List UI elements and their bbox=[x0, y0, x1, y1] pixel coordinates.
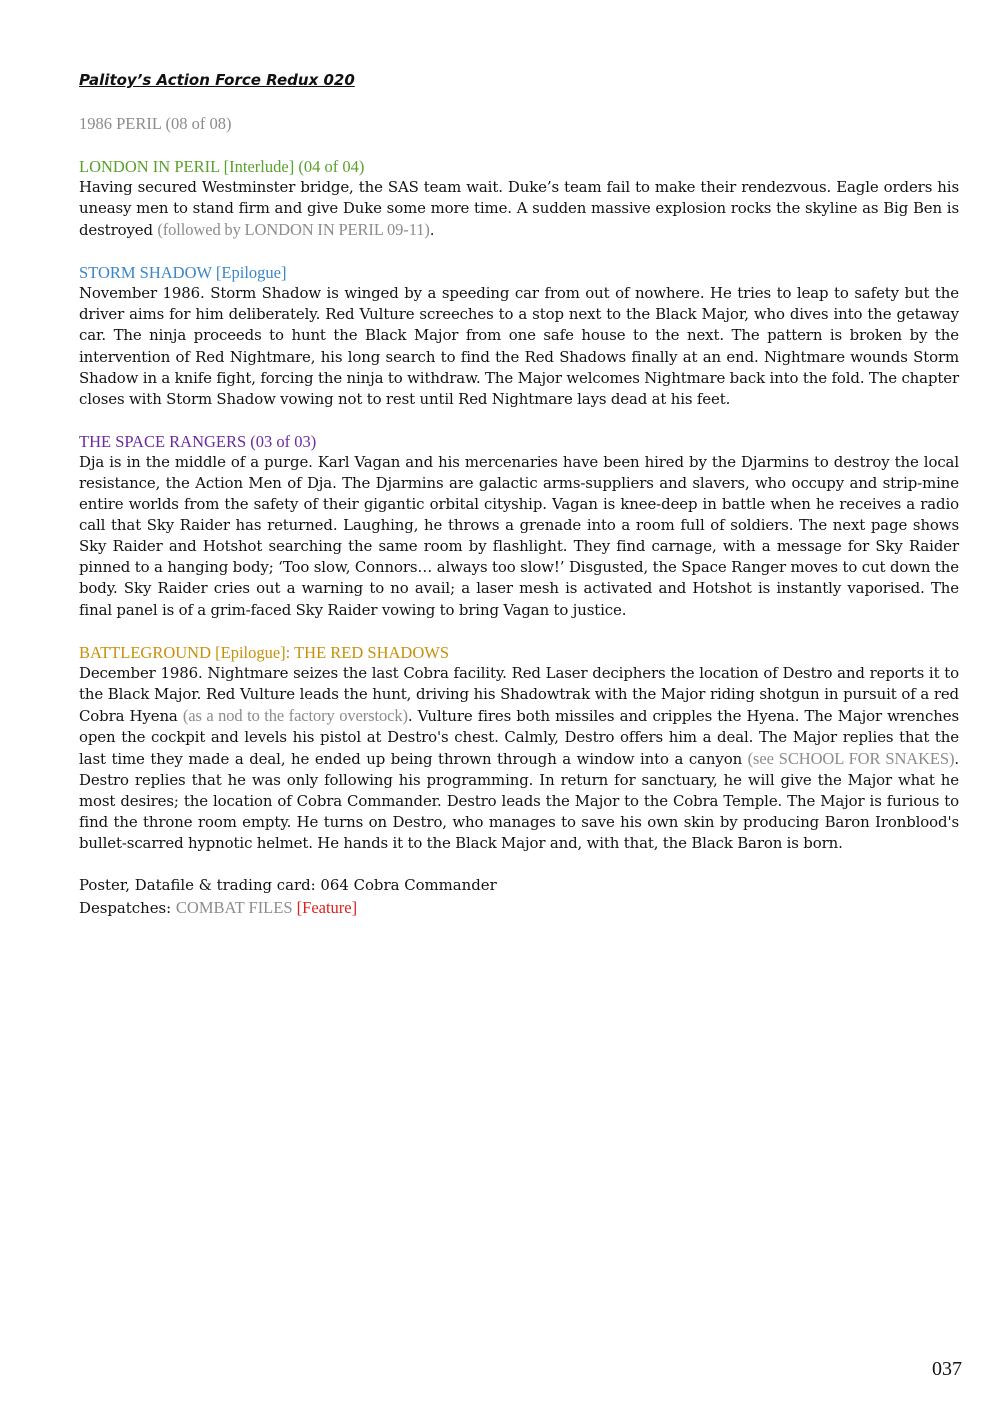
london-end: . bbox=[429, 221, 435, 240]
section-storm-body: November 1986. Storm Shadow is winged by a speeding car from out of nowhere. He tries to leap to safety but the driver aims for him deliberately. Red Vulture screeches to a stop next to the Black Major, who dives into the getaway car. The ninja proceeds to hunt the Black Major from one safe house to the next. The pattern is broken by the intervention of Red Nightmare, his long search to find the Red Shadows finally at an end. Nightmare wounds Storm Shadow in a knife fight, forcing the ninja to withdraw. The Major welcomes Nightmare back into the fold. The chapter closes with Storm Shadow vowing not to rest until Red Nightmare lays dead at his feet. bbox=[79, 284, 959, 408]
battle-text-2: . Vulture fires both missiles and cripples the Hyena. The Major wrenches open the cockpit and levels his pistol at Destro's chest. Calmly, Destro offers him a deal. The Major replies that the last time they made a deal, he ended up being thrown through a window into a canyon bbox=[79, 706, 959, 768]
document-page bbox=[79, 70, 959, 919]
footer-poster-line: Poster, Datafile & trading card: 064 Cobra Commander bbox=[79, 876, 497, 895]
battle-text-3: . Destro replies that he was only following his programming. In return for sanctuary, he will give the Major what he most desires; the location of Cobra Commander. Destro leads the Major to the Cobra Temple. The Major is furious to find the throne room empty. He turns on Destro, who manages to save his own skin by producing Baron Ironblood's bullet-scarred hypnotic helmet. He hands it to the Black Major and, with that, the Black Baron is born. bbox=[79, 749, 959, 853]
section-battle-heading: BATTLEGROUND [Epilogue]: THE RED SHADOWS bbox=[79, 642, 450, 662]
footer-credits bbox=[79, 875, 959, 918]
section-london bbox=[79, 156, 959, 241]
footer-despatches-line bbox=[79, 897, 959, 919]
london-note: (followed by LONDON IN PERIL 09-11) bbox=[157, 220, 430, 240]
battle-note-2: (see SCHOOL FOR SNAKES) bbox=[747, 748, 955, 768]
battle-text-1: December 1986. Nightmare seizes the last Cobra facility. Red Laser deciphers the location of Destro and reports it to the Black Major. Red Vulture leads the hunt, driving his Shadowtrak with the Major riding shotgun in pursuit of a red Cobra Hyena bbox=[79, 663, 959, 725]
section-space-heading: THE SPACE RANGERS (03 of 03) bbox=[79, 431, 317, 451]
document-title: Palitoy’s Action Force Redux 020 bbox=[79, 71, 355, 89]
section-battle-body bbox=[79, 663, 959, 855]
section-space-rangers bbox=[79, 431, 959, 621]
despatches-item: COMBAT FILES bbox=[175, 897, 293, 917]
document-subtitle: 1986 PERIL (08 of 08) bbox=[79, 114, 232, 133]
section-battleground bbox=[79, 642, 959, 855]
section-storm-shadow bbox=[79, 262, 959, 410]
page-number: 037 bbox=[932, 1358, 962, 1380]
section-london-heading: LONDON IN PERIL [Interlude] (04 of 04) bbox=[79, 157, 365, 176]
london-text: Having secured Westminster bridge, the SAS team wait. Duke’s team fail to make their rendezvous. Eagle orders his uneasy men to stand firm and give Duke some more time. A sudden massive explosion rocks the skyline as Big Ben is destroyed bbox=[79, 178, 959, 240]
section-london-body bbox=[79, 177, 959, 241]
despatches-feature-tag: [Feature] bbox=[292, 897, 358, 917]
despatches-label: Despatches: bbox=[79, 898, 176, 917]
section-space-body: Dja is in the middle of a purge. Karl Vagan and his mercenaries have been hired by the Djarmins to destroy the local resistance, the Action Men of Dja. The Djarmins are galactic arms-suppliers and slavers, who occupy and strip-mine entire worlds from the safety of their gigantic orbital cityship. Vagan is knee-deep in battle when he receives a radio call that Sky Raider has returned. Laughing, he throws a grenade into a room full of soldiers. The next page shows Sky Raider and Hotshot searching the same room by flashlight. They find carnage, with a message for Sky Raider pinned to a hanging body; ‘Too slow, Connors… always too slow!’ Disgusted, the Space Ranger moves to cut down the body. Sky Raider cries out a warning to no avail; a laser mesh is activated and Hotshot is instantly vaporised. The final panel is of a grim-faced Sky Raider vowing to bring Vagan to justice. bbox=[79, 452, 959, 619]
battle-note-1: (as a nod to the factory overstock) bbox=[182, 705, 408, 725]
section-storm-heading: STORM SHADOW [Epilogue] bbox=[79, 263, 287, 283]
